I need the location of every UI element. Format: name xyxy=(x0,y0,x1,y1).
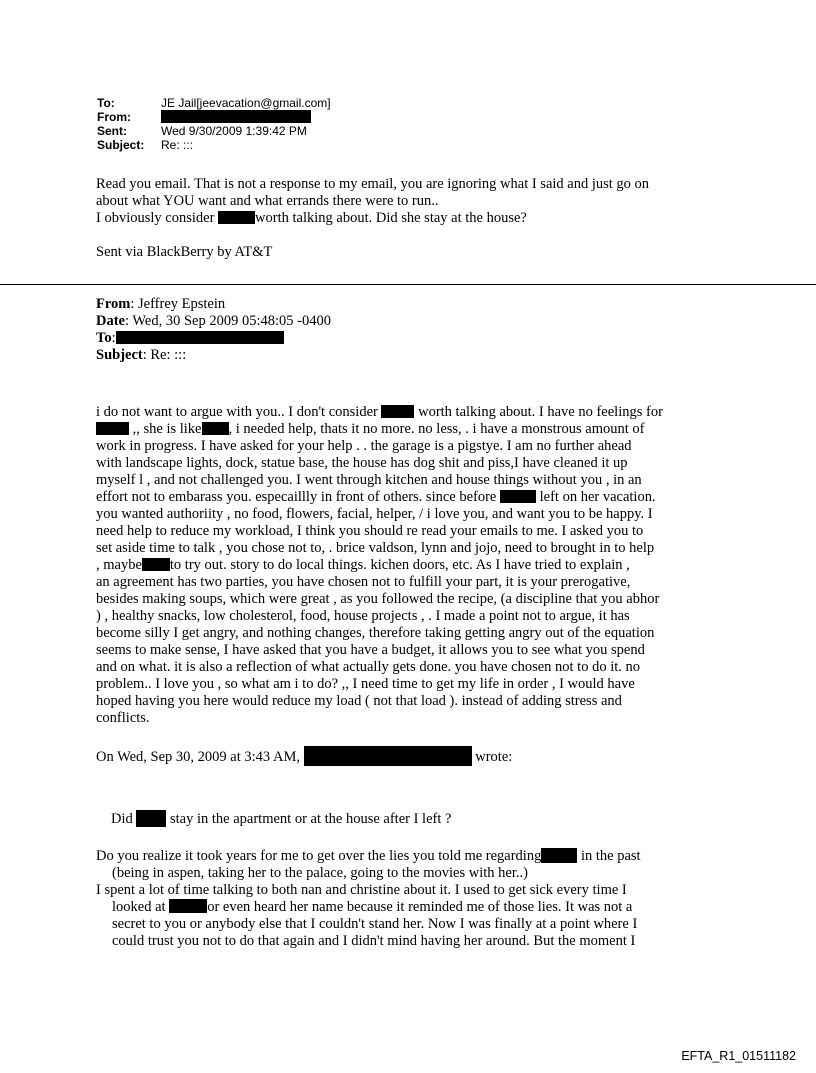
text-fragment: in the past xyxy=(580,848,641,864)
text-fragment: , i needed help, thats it no more. no less, . i have a monstrous amount of xyxy=(228,421,645,437)
divider xyxy=(0,284,816,285)
body-line: need help to reduce my workload, I think you should re read your emails to me. I asked you to xyxy=(96,523,644,539)
text-fragment: I obviously consider xyxy=(96,210,215,226)
para-line: I spent a lot of time talking to both nan and christine about it. I used to get sick every time I xyxy=(96,882,627,898)
quoted-paragraph-2 xyxy=(96,848,736,882)
text-fragment: Do you realize it took years for me to get over the lies you told me regarding xyxy=(96,848,542,864)
text-fragment: worth talking about. I have no feelings for xyxy=(418,404,663,420)
text-fragment: i do not want to argue with you.. I don't consider xyxy=(96,404,378,420)
body-line xyxy=(96,404,736,421)
quoted-to xyxy=(96,330,736,347)
quoted-paragraph-3 xyxy=(96,882,736,950)
from-label: From: xyxy=(97,110,131,124)
redaction-box xyxy=(541,848,577,863)
text-fragment: or even heard her name because it reminded me of those lies. It was not a xyxy=(207,899,633,915)
text-fragment: worth talking about. Did she stay at the house? xyxy=(255,210,527,226)
label: From xyxy=(96,296,131,312)
value: : xyxy=(111,330,116,346)
redaction-box xyxy=(500,490,536,503)
body-line: ) , healthy snacks, low cholesterol, food, house projects , . I made a point not to argue, it has xyxy=(96,608,630,624)
redaction-box xyxy=(169,899,207,913)
label: To xyxy=(96,330,112,346)
quoted-from xyxy=(96,296,736,313)
redaction-box xyxy=(161,110,311,123)
redaction-box xyxy=(202,422,229,435)
para-line xyxy=(96,848,736,865)
attribution-line xyxy=(96,746,736,766)
para-line xyxy=(96,899,736,916)
text-fragment: stay in the apartment or at the house after I left ? xyxy=(170,811,452,827)
document-id: EFTA_R1_01511182 xyxy=(681,1049,796,1063)
body-line: an agreement has two parties, you have chosen not to fulfill your part, it is your prerogative, xyxy=(96,574,631,590)
text-fragment: , maybe xyxy=(96,557,142,573)
body-line: seems to make sense, I have asked that you have a budget, it allows you to see what you spend xyxy=(96,642,645,658)
para-line: secret to you or anybody else that I couldn't stand her. Now I was finally at a point where I xyxy=(112,916,638,932)
text-fragment: wrote: xyxy=(475,749,513,765)
label: Subject xyxy=(96,347,143,363)
reply-line: about what YOU want and what errands there were to run.. xyxy=(96,193,439,209)
value: : Wed, 30 Sep 2009 05:48:05 -0400 xyxy=(125,313,331,329)
value: : Re: ::: xyxy=(142,347,187,363)
quoted-date xyxy=(96,313,736,330)
quoted-subject xyxy=(96,347,736,364)
redaction-box xyxy=(218,211,255,224)
text-fragment: to try out. story to do local things. kichen doors, etc. As I have tried to explain , xyxy=(169,557,630,573)
body-line: work in progress. I have asked for your help . . the garage is a pigstye. I am no further ahead xyxy=(96,438,632,454)
body-line: besides making soups, which were great , as you followed the recipe, (a discipline that you abhor xyxy=(96,591,660,607)
redaction-box xyxy=(142,558,170,571)
message-body xyxy=(96,404,736,727)
quoted-header xyxy=(96,296,736,364)
subject-value: Re: ::: xyxy=(161,138,194,152)
body-line: problem.. I love you , so what am i to do? ,, I need time to get my life in order , I would have xyxy=(96,676,635,692)
body-line xyxy=(96,421,736,438)
body-line: myself l , and not challenged you. I went through kitchen and house things without you , in an xyxy=(96,472,642,488)
to-label: To: xyxy=(97,96,115,110)
text-fragment: ,, she is like xyxy=(132,421,202,437)
redaction-box xyxy=(96,422,129,435)
redaction-box xyxy=(304,746,472,766)
text-fragment: Did xyxy=(111,811,133,827)
body-line: hoped having you here would reduce my load ( not that load ). instead of adding stress and xyxy=(96,693,622,709)
label: Date xyxy=(96,313,125,329)
body-line: become silly I get angry, and nothing changes, therefore taking getting angry out of the equation xyxy=(96,625,655,641)
body-line: conflicts. xyxy=(96,710,150,726)
to-value: JE Jail[jeevacation@gmail.com] xyxy=(161,96,331,110)
redaction-box xyxy=(136,810,166,827)
para-line: could trust you not to do that again and I didn't mind having her around. But the moment I xyxy=(112,933,636,949)
text-fragment: looked at xyxy=(112,899,166,915)
text-fragment: left on her vacation. xyxy=(539,489,656,505)
reply-line: Read you email. That is not a response to my email, you are ignoring what I said and just go on xyxy=(96,176,650,192)
body-line: with landscape lights, dock, statue base, the house has dog shit and piss,I have cleaned it up xyxy=(96,455,628,471)
email-header xyxy=(97,96,331,152)
body-line xyxy=(96,557,736,574)
body-line xyxy=(96,489,736,506)
redaction-box xyxy=(381,405,414,418)
para-line: (being in aspen, taking her to the palace, going to the movies with her..) xyxy=(112,865,528,881)
signature: Sent via BlackBerry by AT&T xyxy=(96,244,273,260)
body-line: set aside time to talk , you chose not to, . brice valdson, lynn and jojo, need to brought in to help xyxy=(96,540,655,556)
reply-body xyxy=(96,176,736,261)
sent-label: Sent: xyxy=(97,124,127,138)
body-line: and on what. it is also a reflection of what actually gets done. you have chosen not to do it. no xyxy=(96,659,641,675)
text-fragment: effort not to embarass you. especaillly in front of others. since before xyxy=(96,489,497,505)
body-line: you wanted authoriity , no food, flowers, facial, helper, / i love you, and want you to be happy. I xyxy=(96,506,653,522)
question-line xyxy=(111,810,751,828)
reply-line xyxy=(96,210,736,227)
attribution xyxy=(96,746,736,766)
redaction-box xyxy=(116,331,284,344)
quoted-question xyxy=(111,810,751,828)
value: : Jeffrey Epstein xyxy=(130,296,226,312)
text-fragment: On Wed, Sep 30, 2009 at 3:43 AM, xyxy=(96,749,300,765)
sent-value: Wed 9/30/2009 1:39:42 PM xyxy=(161,124,307,138)
subject-label: Subject: xyxy=(97,138,145,152)
